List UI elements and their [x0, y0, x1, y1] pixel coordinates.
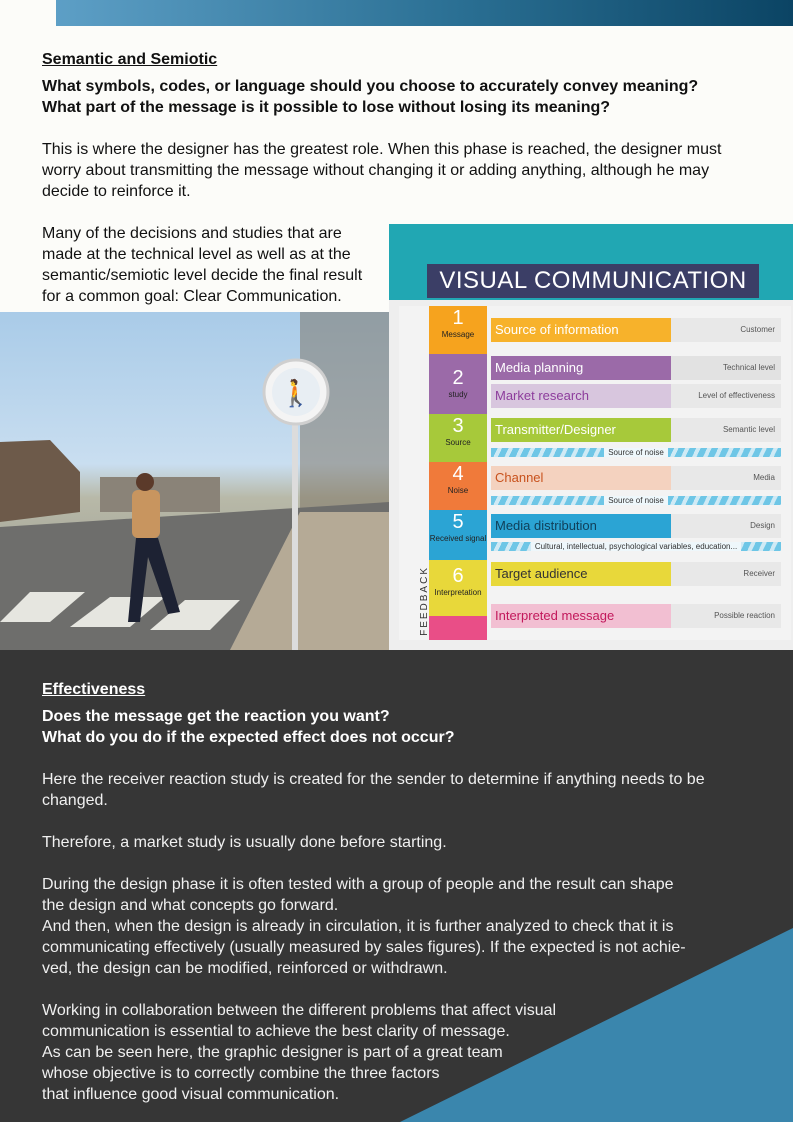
top-accent-bar: [56, 0, 793, 26]
step-label: Received signal: [429, 534, 487, 543]
paragraph-line: communicating effectively (usually measured by sales figures). If the expected is not achie-: [42, 939, 686, 956]
step-1: [429, 306, 487, 354]
band-label: Media distribution: [495, 518, 597, 533]
band-level: Receiver: [743, 569, 775, 578]
paragraph: This is where the designer has the greatest role. When this phase is reached, the designer must worry about transmitting the message without changing it or adding anything, although he may decide to reinforce it.: [42, 141, 722, 200]
band-label: Target audience: [495, 566, 588, 581]
paragraph-line: semantic/semiotic level decide the final result: [42, 267, 363, 284]
paragraph-line: Many of the decisions and studies that are: [42, 225, 342, 242]
question: Does the message get the reaction you want?: [42, 708, 390, 725]
section-heading: Effectiveness: [42, 681, 146, 698]
step-7: [429, 616, 487, 640]
band-level: Technical level: [722, 363, 775, 372]
question: What symbols, codes, or language should you choose to accurately convey meaning?: [42, 78, 699, 95]
step-6: [429, 560, 487, 616]
step-label: Source: [445, 438, 471, 447]
paragraph-line: made at the technical level as well as at the: [42, 246, 351, 263]
band-label: Interpreted message: [495, 608, 615, 623]
crosswalk-photo: [0, 312, 389, 650]
band-label: Transmitter/Designer: [495, 422, 616, 437]
paragraph-line: the design and what concepts go forward.: [42, 897, 339, 914]
paragraph: Here the receiver reaction study is created for the sender to determine if anything needs to be changed.: [42, 771, 705, 809]
paragraph: Therefore, a market study is usually done before starting.: [42, 834, 447, 851]
step-3: [429, 414, 487, 462]
crosswalk-illustration: [0, 312, 389, 650]
noise-band: [491, 542, 781, 551]
paragraph-line: As can be seen here, the graphic designer is part of a great team: [42, 1044, 503, 1061]
band-level: Possible reaction: [714, 611, 775, 620]
step-label: Interpretation: [434, 588, 482, 597]
step-label: study: [448, 390, 468, 399]
noise-label: Source of noise: [604, 448, 668, 457]
step-number: 6: [452, 565, 464, 587]
effectiveness-section: [42, 680, 757, 1105]
band-label: Source of information: [495, 322, 619, 337]
noise-label: Source of noise: [604, 496, 668, 505]
visual-communication-infographic: [389, 224, 793, 650]
band-target-audience: [491, 562, 781, 586]
band-media-distribution: [491, 514, 781, 538]
step-2: [429, 354, 487, 414]
paragraph-line: And then, when the design is already in circulation, it is further analyzed to check that it is: [42, 918, 674, 935]
noise-band: [491, 496, 781, 505]
band-media-planning: [491, 356, 781, 380]
band-channel: [491, 466, 781, 490]
question: What do you do if the expected effect does not occur?: [42, 729, 455, 746]
step-5: [429, 510, 487, 560]
step-4: [429, 462, 487, 510]
band-transmitter-designer: [491, 418, 781, 442]
step-label: Message: [441, 330, 475, 339]
band-level: Media: [753, 473, 775, 482]
infographic-body: [399, 306, 791, 640]
infographic-title: VISUAL COMMUNICATION: [427, 264, 759, 298]
noise-band: [491, 448, 781, 457]
band-level: Semantic level: [722, 425, 775, 434]
band-label: Media planning: [495, 360, 584, 375]
step-number: 1: [452, 307, 464, 329]
band-market-research: [491, 384, 781, 408]
step-number: 3: [452, 415, 464, 437]
band-interpreted-message: [491, 604, 781, 628]
paragraph-line: Working in collaboration between the different problems that affect visual: [42, 1002, 557, 1019]
paragraph-line: for a common goal: Clear Communication.: [42, 288, 342, 305]
svg-text:🚶: 🚶: [279, 379, 313, 409]
band-level: Customer: [740, 325, 775, 334]
feedback-label: FEEDBACK: [419, 566, 430, 636]
step-number: 2: [452, 367, 464, 389]
paragraph-line: whose objective is to correctly combine the three factors: [42, 1065, 440, 1082]
section-heading: Semantic and Semiotic: [42, 51, 218, 68]
band-level: Level of effectiveness: [698, 391, 775, 400]
step-label: Noise: [447, 486, 469, 495]
question: What part of the message is it possible to lose without losing its meaning?: [42, 99, 611, 116]
paragraph-line: ved, the design can be modified, reinforced or withdrawn.: [42, 960, 448, 977]
band-label: Channel: [495, 470, 544, 485]
step-number: 4: [452, 463, 464, 485]
band-label: Market research: [495, 388, 589, 403]
paragraph-line: During the design phase it is often tested with a group of people and the result can shape: [42, 876, 674, 893]
band-source-of-information: [491, 318, 781, 342]
paragraph-line: that influence good visual communication.: [42, 1086, 340, 1103]
band-level: Design: [750, 521, 775, 530]
step-number: 5: [452, 511, 464, 533]
paragraph-line: communication is essential to achieve the best clarity of message.: [42, 1023, 510, 1040]
noise-label: Cultural, intellectual, psychological variables, education...: [531, 542, 741, 551]
